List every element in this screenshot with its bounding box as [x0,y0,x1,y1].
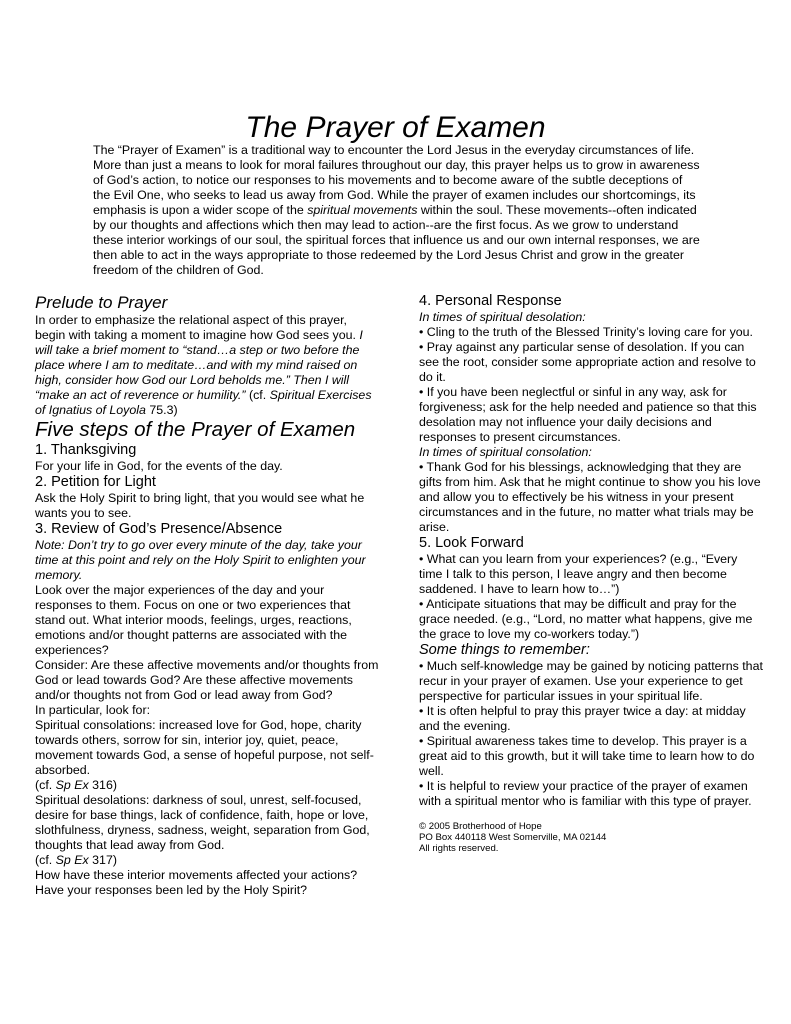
desolation-bullet-1: • Cling to the truth of the Blessed Trinity’s loving care for you. [419,325,754,339]
footer [419,821,764,854]
copyright: © 2005 Brotherhood of Hope [419,821,542,832]
cite2-pre: (cf. [35,853,56,867]
cite1-title: Sp Ex [55,778,89,792]
left-column [35,293,380,898]
desolation-label: In times of spiritual desolation: [419,310,586,324]
cite1-pre: (cf. [35,778,56,792]
intro-emphasis: spiritual movements [307,203,418,217]
intro-text-2: within the soul. These movements--often indicated by our thoughts and affections which then may lead to action--are the first focus. As we grow to understand these interior workings of our soul, the spiritual forces that influence us and our own internal responses, we are then able to act in the ways appropriate to those redeemed by the Lord Jesus Christ and grow in the greater freedom of the children of God. [93,203,700,277]
step3-paragraph-2: Consider: Are these affective movements and/or thoughts from God or lead towards God? Are these affective movements and/or thoughts not from God or lead away from God? [35,658,379,702]
address: PO Box 440118 West Somerville, MA 02144 [419,832,607,843]
step2-text: Ask the Holy Spirit to bring light, that you would see what he wants you to see. [35,491,365,520]
step3-note: Note: Don’t try to go over every minute of the day, take your time at this point and rely on the Holy Spirit to enlighten your memory. [35,538,366,582]
prelude-cite-title: Spiritual Exercises of Ignatius of Loyola [35,388,372,417]
desolation-bullet-2: • Pray against any particular sense of desolation. If you can see the root, consider some appropriate action and resolve to do it. [419,340,756,384]
desolation-bullet-3: • If you have been neglectful or sinful in any way, ask for forgiveness; ask for the help needed and patience so that this desolation may not influence your daily decisions and responses to present circumstances. [419,385,757,444]
page-title: The Prayer of Examen [245,111,546,144]
prelude-cite-post: 75.3) [145,403,178,417]
step3-cite-2 [35,853,380,868]
right-column [419,293,764,854]
prelude-cite-pre: (cf. [245,388,270,402]
step3-paragraph-6: How have these interior movements affected your actions? Have your responses been led by the Holy Spirit? [35,868,358,897]
step1-heading: 1. Thanksgiving [35,442,137,458]
prelude-heading: Prelude to Prayer [35,293,168,312]
cite2-post: 317) [88,853,117,867]
prelude-quote: I will take a brief moment to “stand…a step or two before the place where I am to meditate…and with my mind raised on high, consider how God our Lord beholds me.” Then I will “make an act of reverence or humility.” [35,328,363,402]
step3-desolations: Spiritual desolations: darkness of soul, unrest, self-focused, desire for base things, lack of confidence, faith, hope or love, slothfulness, dryness, sadness, weight, separation from God, thoughts that lead away from God. [35,793,370,852]
step5-bullet-1: • What can you learn from your experiences? (e.g., “Every time I talk to this person, I leave angry and then become saddened. I have to learn how to…”) [419,552,738,596]
remember-bullet-3: • Spiritual awareness takes time to develop. This prayer is a great aid to this growth, but it will take time to learn how to do well. [419,734,755,778]
prelude-text: In order to emphasize the relational aspect of this prayer, begin with taking a moment to imagine how God sees you. [35,313,356,342]
five-steps-heading: Five steps of the Prayer of Examen [35,418,356,441]
step2-heading: 2. Petition for Light [35,474,156,490]
step4-heading: 4. Personal Response [419,293,562,309]
step3-paragraph-1: Look over the major experiences of the day and your responses to them. Focus on one or two experiences that stand out. What interior moods, feelings, urges, reactions, emotions and/or thought patterns are associated with the experiences? [35,583,352,657]
step3-heading: 3. Review of God’s Presence/Absence [35,521,283,537]
step3-consolations: Spiritual consolations: increased love for God, hope, charity towards others, sorrow for sin, interior joy, quiet, peace, movement towards God, a sense of hopeful purpose, not self-absorbed. [35,718,374,777]
cite2-title: Sp Ex [55,853,89,867]
step5-bullet-2: • Anticipate situations that may be difficult and pray for the grace needed. (e.g., “Lord, no matter what happens, give me the grace to love my co-workers today.”) [419,597,753,641]
consolation-label: In times of spiritual consolation: [419,445,592,459]
intro-text-1: The “Prayer of Examen” is a traditional way to encounter the Lord Jesus in the everyday circumstances of life. More than just a means to look for moral failures throughout our day, this prayer helps us to grow in awareness of God’s action, to notice our responses to his movements and to become aware of the subtle deceptions of the Evil One, who seeks to lead us away from God. While the prayer of examen includes our shortcomings, its emphasis is upon a wider scope of the [93,143,700,217]
step3-paragraph-3: In particular, look for: [35,703,151,717]
remember-heading: Some things to remember: [419,642,590,658]
step3-cite-1 [35,778,380,793]
prelude-paragraph [35,313,380,418]
step5-heading: 5. Look Forward [419,535,524,551]
cite1-post: 316) [88,778,117,792]
remember-bullet-4: • It is helpful to review your practice of the prayer of examen with a spiritual mentor who is familiar with this type of prayer. [419,779,752,808]
consolation-bullet-1: • Thank God for his blessings, acknowledging that they are gifts from him. Ask that he might continue to show you his love and allow you to effectively be his witness in your present circumstances and in the future, no matter what trials may be arise. [419,460,761,534]
remember-bullet-1: • Much self-knowledge may be gained by noticing patterns that recur in your prayer of examen. Use your experience to get perspective for particular issues in your spiritual life. [419,659,763,703]
intro-paragraph [93,143,703,278]
rights: All rights reserved. [419,843,499,854]
step1-text: For your life in God, for the events of the day. [35,459,283,473]
remember-bullet-2: • It is often helpful to pray this prayer twice a day: at midday and the evening. [419,704,746,733]
